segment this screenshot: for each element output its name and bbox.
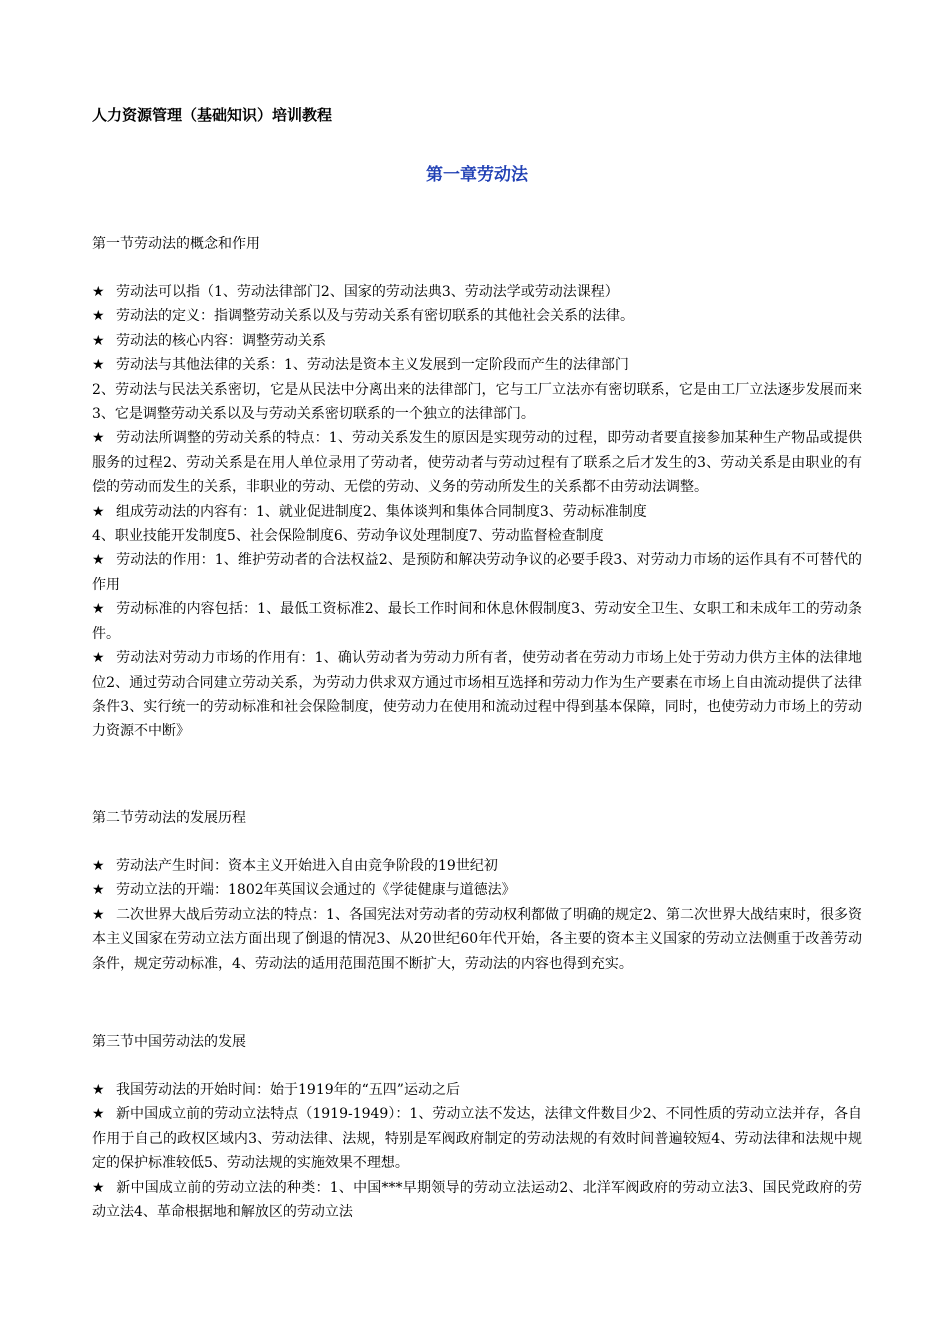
section-heading: 第一节劳动法的概念和作用 (92, 236, 260, 252)
star-bullet-icon: ★ (92, 882, 105, 899)
section-heading: 第三节中国劳动法的发展 (92, 1034, 246, 1050)
list-item (92, 524, 862, 548)
list-item (92, 280, 862, 304)
section-2 (92, 806, 862, 976)
star-bullet-icon: ★ (92, 1106, 105, 1123)
list-item (92, 304, 862, 328)
list-item-text: 劳动法的核心内容：调整劳动关系 (116, 332, 326, 349)
star-bullet-icon: ★ (92, 858, 105, 874)
star-bullet-icon: ★ (92, 284, 105, 300)
star-bullet-icon: ★ (92, 503, 105, 520)
star-bullet-icon: ★ (92, 552, 105, 569)
star-bullet-icon: ★ (92, 357, 105, 374)
list-item (92, 1102, 862, 1175)
document-title: 人力资源管理（基础知识）培训教程 (92, 106, 333, 124)
list-item (92, 548, 862, 597)
list-item (92, 597, 862, 646)
star-bullet-icon: ★ (92, 650, 105, 667)
list-item (92, 500, 862, 524)
section-3 (92, 1030, 862, 1224)
star-bullet-icon: ★ (92, 430, 105, 447)
list-item-text: 4、职业技能开发制度5、社会保险制度6、劳动争议处理制度7、劳动监督检查制度 (92, 528, 604, 545)
list-item (92, 854, 862, 878)
list-item-text: 劳动法所调整的劳动关系的特点：1、劳动关系发生的原因是实现劳动的过程，即劳动者要直接参加某种生产物品或提供服务的过程2、劳动关系是在用人单位录用了劳动者，使劳动者与劳动过程有了联系之后才发生的3、劳动关系是由职业的有偿的劳动而发生的关系，非职业的劳动、无偿的劳动、义务的劳动所发生的关系都不由劳动法调整。 (92, 430, 862, 496)
list-item-text: 2、劳动法与民法关系密切，它是从民法中分离出来的法律部门，它与工厂立法亦有密切联系，它是由工厂立法逐步发展而来3、它是调整劳动关系以及与劳动关系密切联系的一个独立的法律部门。 (92, 381, 862, 423)
list-item-text: 劳动法产生时间：资本主义开始进入自由竞争阶段的19世纪初 (116, 858, 498, 874)
chapter-title: 第一章劳动法 (426, 165, 528, 185)
list-item-text: 组成劳动法的内容有：1、就业促进制度2、集体谈判和集体合同制度3、劳动标准制度 (116, 503, 647, 520)
list-item-text: 劳动法与其他法律的关系：1、劳动法是资本主义发展到一定阶段而产生的法律部门 (116, 357, 629, 374)
list-item (92, 378, 862, 427)
section-1 (92, 232, 862, 744)
list-item-text: 劳动法对劳动力市场的作用有：1、确认劳动者为劳动力所有者，使劳动者在劳动力市场上处于劳动力供方主体的法律地位2、通过劳动合同建立劳动关系，为劳动力供求双方通过市场相互选择和劳动力作为生产要素在市场上自由流动提供了法律条件3、实行统一的劳动标准和社会保险制度，使劳动力在使用和流动过程中得到基本保障，同时，也使劳动力市场上的劳动力资源不中断》 (92, 650, 862, 740)
list-item (92, 1176, 862, 1225)
list-item (92, 903, 862, 976)
list-item-text: 劳动法可以指（1、劳动法律部门2、国家的劳动法典3、劳动法学或劳动法课程） (116, 284, 619, 300)
list-item-text: 劳动法的作用：1、维护劳动者的合法权益2、是预防和解决劳动争议的必要手段3、对劳动力市场的运作具有不可替代的作用 (92, 552, 862, 593)
list-item (92, 1078, 862, 1102)
list-item-text: 新中国成立前的劳动立法特点（1919-1949）：1、劳动立法不发达，法律文件数目少2、不同性质的劳动立法并存，各自作用于自己的政权区域内3、劳动法律、法规，特别是军阀政府制定的劳动法规的有效时间普遍较短4、劳动法律和法规中规定的保护标准较低5、劳动法规的实施效果不理想。 (92, 1106, 862, 1172)
list-item (92, 426, 862, 499)
star-bullet-icon: ★ (92, 601, 105, 618)
list-item-text: 我国劳动法的开始时间：始于1919年的“五四”运动之后 (116, 1082, 460, 1098)
list-item (92, 353, 862, 377)
list-item-text: 劳动标准的内容包括：1、最低工资标准2、最长工作时间和休息休假制度3、劳动安全卫生、女职工和未成年工的劳动条件。 (92, 601, 862, 642)
section-heading: 第二节劳动法的发展历程 (92, 810, 246, 826)
list-item-text: 二次世界大战后劳动立法的特点：1、各国宪法对劳动者的劳动权利都做了明确的规定2、第二次世界大战结束时，很多资本主义国家在劳动立法方面出现了倒退的情况3、从20世纪60年代开始，各主要的资本主义国家的劳动立法侧重于改善劳动条件，规定劳动标准，4、劳动法的适用范围范围不断扩大，劳动法的内容也得到充实。 (92, 906, 862, 972)
list-item (92, 646, 862, 744)
list-item-text: 新中国成立前的劳动立法的种类：1、中国***早期领导的劳动立法运动2、北洋军阀政府的劳动立法3、国民党政府的劳动立法4、革命根据地和解放区的劳动立法 (92, 1179, 862, 1221)
star-bullet-icon: ★ (92, 308, 105, 325)
list-item (92, 329, 862, 353)
star-bullet-icon: ★ (92, 1179, 105, 1196)
list-item-text: 劳动立法的开端：1802年英国议会通过的《学徒健康与道德法》 (116, 882, 516, 899)
star-bullet-icon: ★ (92, 332, 105, 349)
star-bullet-icon: ★ (92, 906, 105, 923)
list-item (92, 878, 862, 902)
list-item-text: 劳动法的定义：指调整劳动关系以及与劳动关系有密切联系的其他社会关系的法律。 (116, 308, 634, 325)
star-bullet-icon: ★ (92, 1082, 105, 1098)
